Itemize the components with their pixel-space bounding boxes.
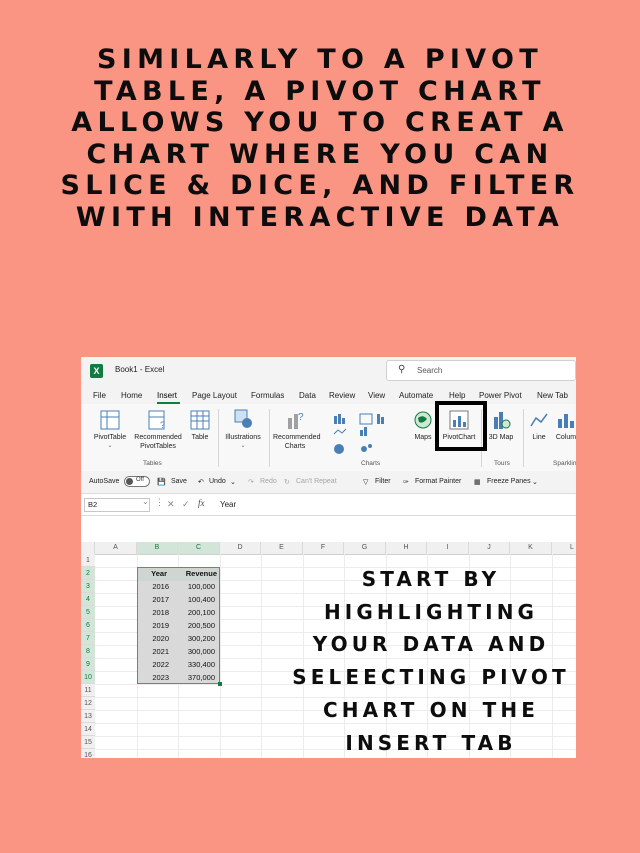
save-button[interactable]: Save: [171, 478, 187, 485]
row-header[interactable]: 6: [81, 619, 95, 632]
filter-button[interactable]: Filter: [375, 478, 391, 485]
ribbon-separator: [269, 409, 270, 467]
table-cell[interactable]: 2021: [152, 647, 169, 656]
row-header[interactable]: 15: [81, 736, 95, 749]
save-icon: 💾: [157, 479, 166, 486]
row-header[interactable]: 4: [81, 593, 95, 606]
illustrations-icon: [232, 408, 254, 430]
ribbon: [81, 404, 576, 472]
tab-home[interactable]: Home: [121, 391, 143, 400]
row-header[interactable]: 12: [81, 697, 95, 710]
excel-screenshot: [81, 357, 576, 758]
insert-function-button[interactable]: fx: [198, 498, 205, 508]
3d-map-button[interactable]: [487, 410, 515, 442]
select-all-corner[interactable]: [81, 542, 95, 554]
freeze-panes-dropdown-icon[interactable]: ⌄: [532, 479, 538, 486]
table-cell[interactable]: 2016: [152, 582, 169, 591]
table-cell[interactable]: 2020: [152, 634, 169, 643]
menu-tabs: [81, 385, 576, 404]
recommended-pivottables-button[interactable]: [131, 410, 185, 451]
table-cell[interactable]: 2023: [152, 673, 169, 682]
name-box-dropdown-icon[interactable]: ⌄: [142, 497, 149, 506]
format-painter-button[interactable]: Format Painter: [415, 478, 462, 485]
repeat-icon: ↻: [284, 479, 290, 486]
table-cell[interactable]: 330,400: [187, 660, 215, 669]
tab-view[interactable]: View: [368, 391, 386, 400]
tab-file[interactable]: File: [93, 391, 106, 400]
svg-text:?: ?: [160, 420, 166, 430]
table-cell[interactable]: 2019: [152, 621, 169, 630]
redo-icon: ↷: [248, 479, 254, 486]
cancel-icon[interactable]: ✕: [167, 499, 175, 509]
freeze-panes-icon: ▦: [474, 479, 481, 486]
autosave-label: AutoSave: [89, 478, 120, 485]
pivotchart-highlight-box: [435, 401, 487, 451]
table-header-cell[interactable]: Revenue: [185, 569, 217, 578]
tab-formulas[interactable]: Formulas: [251, 391, 285, 400]
column-sparkline-icon: [556, 410, 576, 430]
gridline: [261, 554, 262, 758]
tab-new-tab[interactable]: New Tab: [537, 391, 568, 400]
freeze-panes-button[interactable]: Freeze Panes: [487, 478, 531, 485]
illustrations-label: Illustrations: [225, 434, 261, 441]
row-header[interactable]: 7: [81, 632, 95, 645]
tab-insert[interactable]: Insert: [157, 391, 178, 400]
search-input[interactable]: [386, 360, 576, 381]
headline: SIMILARLY TO A PIVOT TABLE, A PIVOT CHART ALLOWS YOU TO CREAT A CHART WHERE YOU CAN SLICE & DICE, AND FILTER WITH INTERACTIVE DATA: [60, 44, 580, 233]
3d-map-icon: [491, 410, 511, 430]
table-cell[interactable]: 2022: [152, 660, 169, 669]
format-painter-icon: ✑: [403, 479, 409, 486]
instruction-text: START BY HIGHLIGHTING YOUR DATA AND SELEECTING PIVOT CHART ON THE INSERT TAB: [292, 567, 570, 755]
row-header[interactable]: 1: [81, 554, 95, 567]
maps-icon: [413, 410, 433, 430]
line-sparkline-icon: [529, 410, 549, 430]
3d-map-label: 3D Map: [488, 434, 514, 441]
pivotchart-label: PivotChart: [442, 434, 476, 441]
recommended-charts-button[interactable]: [273, 410, 321, 451]
illustrations-button[interactable]: Illustrations ⌄: [221, 408, 265, 451]
column-header[interactable]: B: [137, 542, 178, 554]
column-header[interactable]: E: [261, 542, 303, 554]
row-header[interactable]: 2: [81, 567, 95, 580]
search-placeholder: Search: [417, 366, 443, 375]
autosave-toggle[interactable]: [124, 476, 150, 487]
table-cell[interactable]: 200,500: [187, 621, 215, 630]
filter-icon: ▽: [363, 479, 369, 486]
column-header[interactable]: L: [552, 542, 576, 554]
formula-input[interactable]: Year: [220, 500, 237, 509]
table-cell[interactable]: 2018: [152, 608, 169, 617]
column-label: Colum: [555, 434, 576, 441]
table-header-cell[interactable]: Year: [151, 569, 167, 578]
column-headers: [81, 542, 576, 555]
svg-text:?: ?: [298, 412, 304, 423]
tab-data[interactable]: Data: [299, 391, 316, 400]
fill-handle[interactable]: [218, 682, 222, 686]
tab-review[interactable]: Review: [329, 391, 356, 400]
column-sparkline-button[interactable]: [553, 410, 576, 442]
column-header[interactable]: I: [427, 542, 469, 554]
maps-button[interactable]: [411, 410, 435, 442]
ribbon-separator: [218, 409, 219, 467]
row-header[interactable]: 11: [81, 684, 95, 697]
table-cell[interactable]: 2017: [152, 595, 169, 604]
column-header[interactable]: D: [220, 542, 261, 554]
column-header[interactable]: J: [469, 542, 510, 554]
charts-group-label: Charts: [361, 460, 381, 467]
chart-types-gallery-icon: [332, 412, 392, 460]
recommended-pivottables-icon: [148, 410, 168, 430]
line-sparkline-button[interactable]: [527, 410, 551, 442]
ribbon-separator: [523, 409, 524, 467]
tours-group-label: Tours: [494, 460, 510, 467]
undo-button[interactable]: Undo: [209, 478, 226, 485]
more-icon: ⋮: [155, 497, 164, 507]
pivottable-label: PivotTable: [93, 434, 127, 441]
enter-icon[interactable]: ✓: [182, 499, 190, 509]
undo-icon: ↶: [198, 479, 204, 486]
row-header[interactable]: 16: [81, 749, 95, 758]
undo-dropdown-icon[interactable]: ⌄: [230, 479, 236, 486]
table-cell[interactable]: 100,400: [187, 595, 215, 604]
column-header[interactable]: F: [303, 542, 344, 554]
sparklines-group-label: Sparklin: [553, 460, 576, 467]
table-icon: [190, 410, 210, 430]
maps-label: Maps: [414, 434, 432, 441]
formula-bar: [81, 495, 576, 516]
excel-logo-icon: X: [90, 364, 103, 378]
column-header[interactable]: C: [178, 542, 220, 554]
line-label: Line: [532, 434, 546, 441]
column-header[interactable]: G: [344, 542, 386, 554]
table-label: Table: [191, 434, 209, 441]
name-box[interactable]: B2: [84, 498, 150, 512]
tab-help[interactable]: Help: [449, 391, 466, 400]
tab-automate[interactable]: Automate: [399, 391, 434, 400]
column-header[interactable]: H: [386, 542, 427, 554]
recommended-charts-label: Recommended Charts: [273, 434, 321, 450]
window-title: Book1 - Excel: [115, 365, 165, 374]
tab-power-pivot[interactable]: Power Pivot: [479, 391, 522, 400]
cant-repeat-button[interactable]: Can't Repeat: [296, 478, 337, 485]
column-header[interactable]: A: [95, 542, 137, 554]
toggle-knob: [126, 478, 133, 485]
title-bar: [81, 357, 576, 385]
table-cell[interactable]: 370,000: [187, 673, 215, 682]
autosave-state: Off: [136, 477, 144, 483]
search-icon: ⚲: [398, 364, 406, 375]
table-cell[interactable]: 300,000: [187, 647, 215, 656]
column-header[interactable]: K: [510, 542, 552, 554]
table-button[interactable]: [187, 410, 213, 442]
row-header[interactable]: 14: [81, 723, 95, 736]
row-header[interactable]: 5: [81, 606, 95, 619]
recommended-charts-icon: [285, 410, 305, 430]
pivottable-button[interactable]: PivotTable ⌄: [91, 410, 129, 451]
row-header[interactable]: 9: [81, 658, 95, 671]
gridline: [220, 554, 221, 758]
redo-button[interactable]: Redo: [260, 478, 277, 485]
row-header[interactable]: 13: [81, 710, 95, 723]
recommended-pivottables-label: Recommended PivotTables: [134, 434, 182, 450]
row-header[interactable]: 3: [81, 580, 95, 593]
quick-access-toolbar: [81, 471, 576, 494]
tab-page-layout[interactable]: Page Layout: [192, 391, 237, 400]
pivottable-icon: [100, 410, 120, 430]
tables-group-label: Tables: [143, 460, 162, 467]
table-cell[interactable]: 300,200: [187, 634, 215, 643]
table-cell[interactable]: 200,100: [187, 608, 215, 617]
row-header[interactable]: 10: [81, 671, 95, 684]
row-header[interactable]: 8: [81, 645, 95, 658]
table-cell[interactable]: 100,000: [187, 582, 215, 591]
